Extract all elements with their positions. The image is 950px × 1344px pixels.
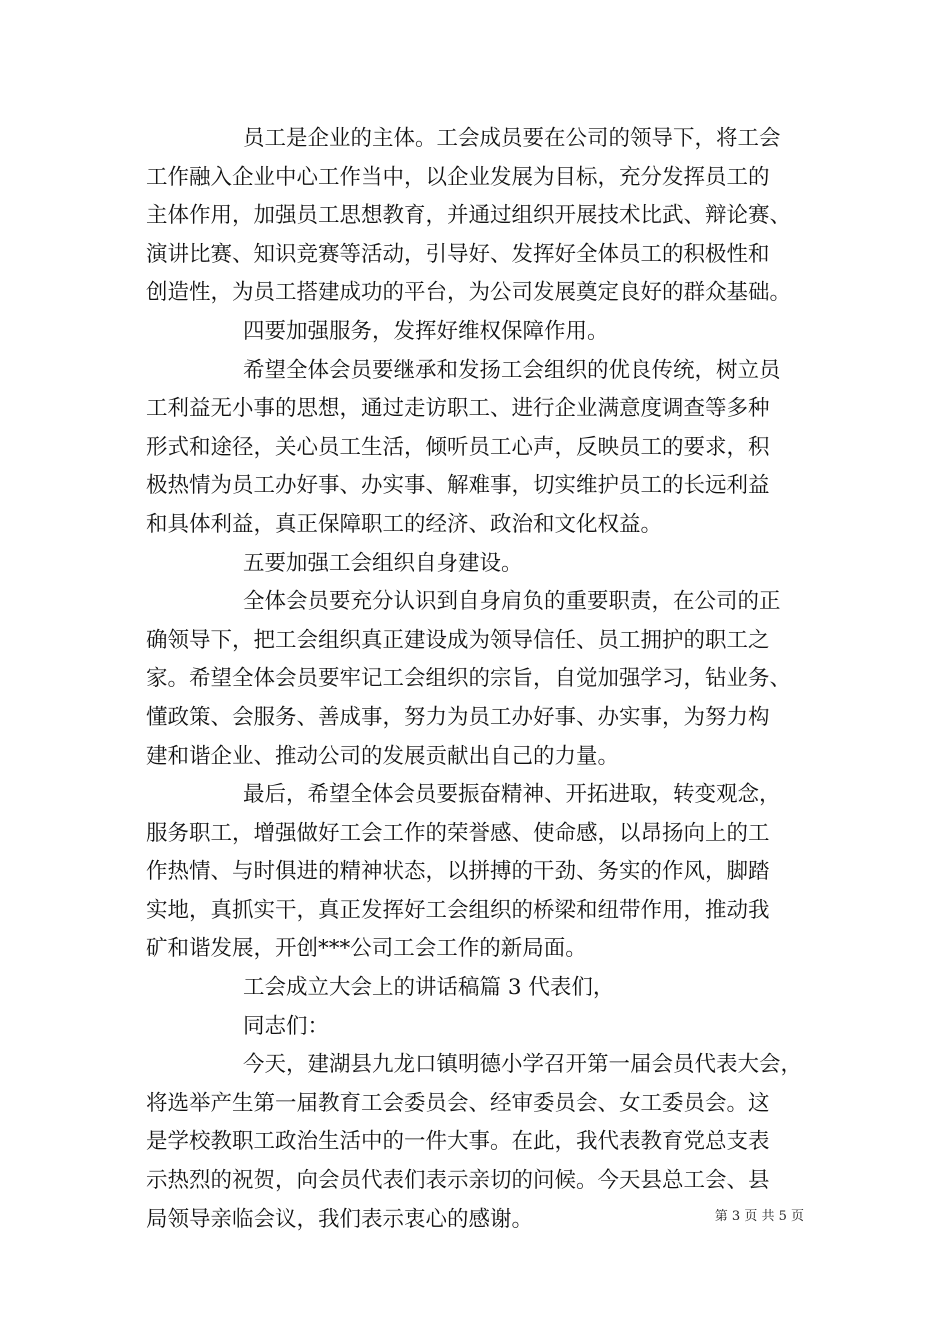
text-line: 工作融入企业中心工作当中，以企业发展为目标，充分发挥员工的: [146, 164, 770, 190]
text-line: 是学校教职工政治生活中的一件大事。在此，我代表教育党总支表: [146, 1129, 770, 1155]
text-line: 工会成立大会上的讲话稿篇 3 代表们，: [243, 975, 615, 1001]
text-line: 矿和谐发展，开创***公司工会工作的新局面。: [146, 936, 587, 962]
body-text: [146, 120, 826, 1239]
text-line: 家。希望全体会员要牢记工会组织的宗旨，自觉加强学习，钻业务、: [146, 666, 792, 692]
text-line: 创造性，为员工搭建成功的平台，为公司发展奠定良好的群众基础。: [146, 280, 792, 306]
text-line: 形式和途径，关心员工生活，倾听员工心声，反映员工的要求，积: [146, 434, 770, 460]
text-line: 将选举产生第一届教育工会委员会、经审委员会、女工委员会。这: [146, 1090, 770, 1116]
text-line: 希望全体会员要继承和发扬工会组织的优良传统，树立员: [243, 357, 781, 383]
text-line: 全体会员要充分认识到自身肩负的重要职责，在公司的正: [243, 589, 781, 615]
text-line: 确领导下，把工会组织真正建设成为领导信任、员工拥护的职工之: [146, 627, 770, 653]
text-line: 最后，希望全体会员要振奋精神、开拓进取，转变观念，: [243, 782, 781, 808]
page-number: 第 3 页 共 5 页: [714, 1209, 804, 1224]
text-line: 五要加强工会组织自身建设。: [243, 550, 523, 576]
text-line: 四要加强服务，发挥好维权保障作用。: [243, 318, 609, 344]
text-line: 局领导亲临会议，我们表示衷心的感谢。: [146, 1206, 534, 1232]
text-line: 今天，建湖县九龙口镇明德小学召开第一届会员代表大会，: [243, 1052, 803, 1078]
text-line: 作热情、与时俱进的精神状态，以拼搏的干劲、务实的作风，脚踏: [146, 859, 770, 885]
text-line: 和具体利益，真正保障职工的经济、政治和文化权益。: [146, 511, 663, 537]
text-line: 示热烈的祝贺，向会员代表们表示亲切的问候。今天县总工会、县: [146, 1168, 770, 1194]
text-line: 演讲比赛、知识竞赛等活动，引导好、发挥好全体员工的积极性和: [146, 241, 770, 267]
text-line: 同志们：: [243, 1013, 330, 1039]
text-line: 建和谐企业、推动公司的发展贡献出自己的力量。: [146, 743, 620, 769]
text-line: 极热情为员工办好事、办实事、解难事，切实维护员工的长远利益: [146, 473, 770, 499]
text-line: 员工是企业的主体。工会成员要在公司的领导下，将工会: [243, 126, 781, 151]
text-line: 懂政策、会服务、善成事，努力为员工办好事、办实事，为努力构: [146, 704, 770, 730]
text-line: 实地，真抓实干，真正发挥好工会组织的桥梁和纽带作用，推动我: [146, 897, 770, 923]
text-line: 服务职工，增强做好工会工作的荣誉感、使命感，以昂扬向上的工: [146, 820, 770, 846]
text-line: 工利益无小事的思想，通过走访职工、进行企业满意度调查等多种: [146, 396, 770, 422]
text-line: 主体作用，加强员工思想教育，并通过组织开展技术比武、辩论赛、: [146, 203, 792, 229]
